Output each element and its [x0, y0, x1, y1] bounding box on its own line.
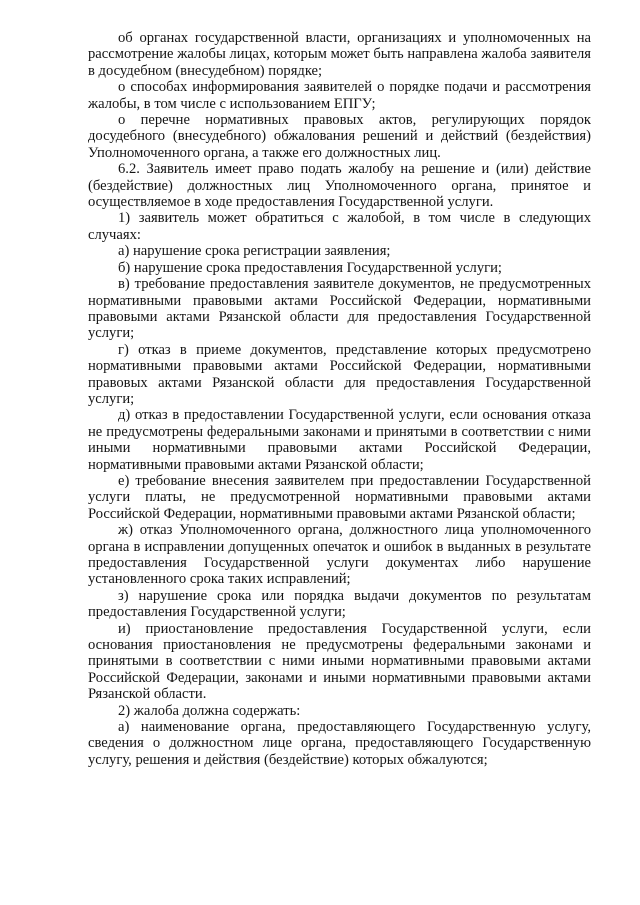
paragraph: г) отказ в приеме документов, представление которых предусмотрено нормативными правовыми актами Российской Федерации, нормативными правовых актами Рязанской области для предоставления Государственной услуги; — [88, 341, 591, 407]
paragraph: об органах государственной власти, организациях и уполномоченных на рассмотрение жалобы лицах, которым может быть направлена жалоба заявителя в досудебном (внесудебном) порядке; — [88, 30, 591, 79]
paragraph: а) нарушение срока регистрации заявления; — [118, 243, 391, 260]
paragraph: ж) отказ Уполномоченного органа, должностного лица уполномоченного органа в исправлении допущенных опечаток и ошибок в выданных в результате предоставления Государственной услуги документах либо нарушение установленного срока таких исправлений; — [88, 522, 591, 588]
paragraph: в) требование предоставления заявителе документов, не предусмотренных нормативными правовыми актами Российской Федерации, нормативными правовыми актами Рязанской области для предоставления Государственной услуги; — [88, 276, 591, 342]
paragraph: 2) жалоба должна содержать: — [118, 702, 301, 719]
document-page — [88, 30, 591, 768]
paragraph: 6.2. Заявитель имеет право подать жалобу на решение и (или) действие (бездействие) должностных лиц Уполномоченного органа, принятое и осуществляемое в ходе предоставления Государственной услуги. — [88, 161, 591, 211]
paragraph: а) наименование органа, предоставляющего Государственную услугу, сведения о должностном лице органа, предоставляющего Государственную услугу, решения и действия (бездействие) которых обжалуются; — [88, 719, 591, 768]
paragraph: з) нарушение срока или порядка выдачи документов по результатам предоставления Государственной услуги; — [88, 587, 591, 621]
paragraph: и) приостановление предоставления Государственной услуги, если основания приостановления не предусмотрены федеральными законами и принятыми в соответствии с ними иными нормативными правовыми актами Российской Федерации, законами и иными нормативными правовыми актами Рязанской области. — [88, 620, 591, 703]
paragraph: о способах информирования заявителей о порядке подачи и рассмотрения жалобы, в том числе с использованием ЕПГУ; — [88, 79, 591, 112]
paragraph: д) отказ в предоставлении Государственной услуги, если основания отказа не предусмотрены федеральными законами и принятыми в соответствии с ними иными нормативными правовыми актами Российской Федерации, нормативными правовыми актами Рязанской области; — [88, 407, 591, 473]
paragraph: е) требование внесения заявителем при предоставлении Государственной услуги платы, не предусмотренной нормативными правовыми актами Российской Федерации, нормативными правовыми актами Рязанской области; — [88, 472, 591, 522]
paragraph: б) нарушение срока предоставления Государственной услуги; — [118, 259, 502, 276]
paragraph: о перечне нормативных правовых актов, регулирующих порядок досудебного (внесудебного) обжалования решений и действий (бездействия) Уполномоченного органа, а также его должностных лиц. — [88, 112, 591, 161]
paragraph: 1) заявитель может обратиться с жалобой, в том числе в следующих случаях: — [88, 210, 591, 243]
